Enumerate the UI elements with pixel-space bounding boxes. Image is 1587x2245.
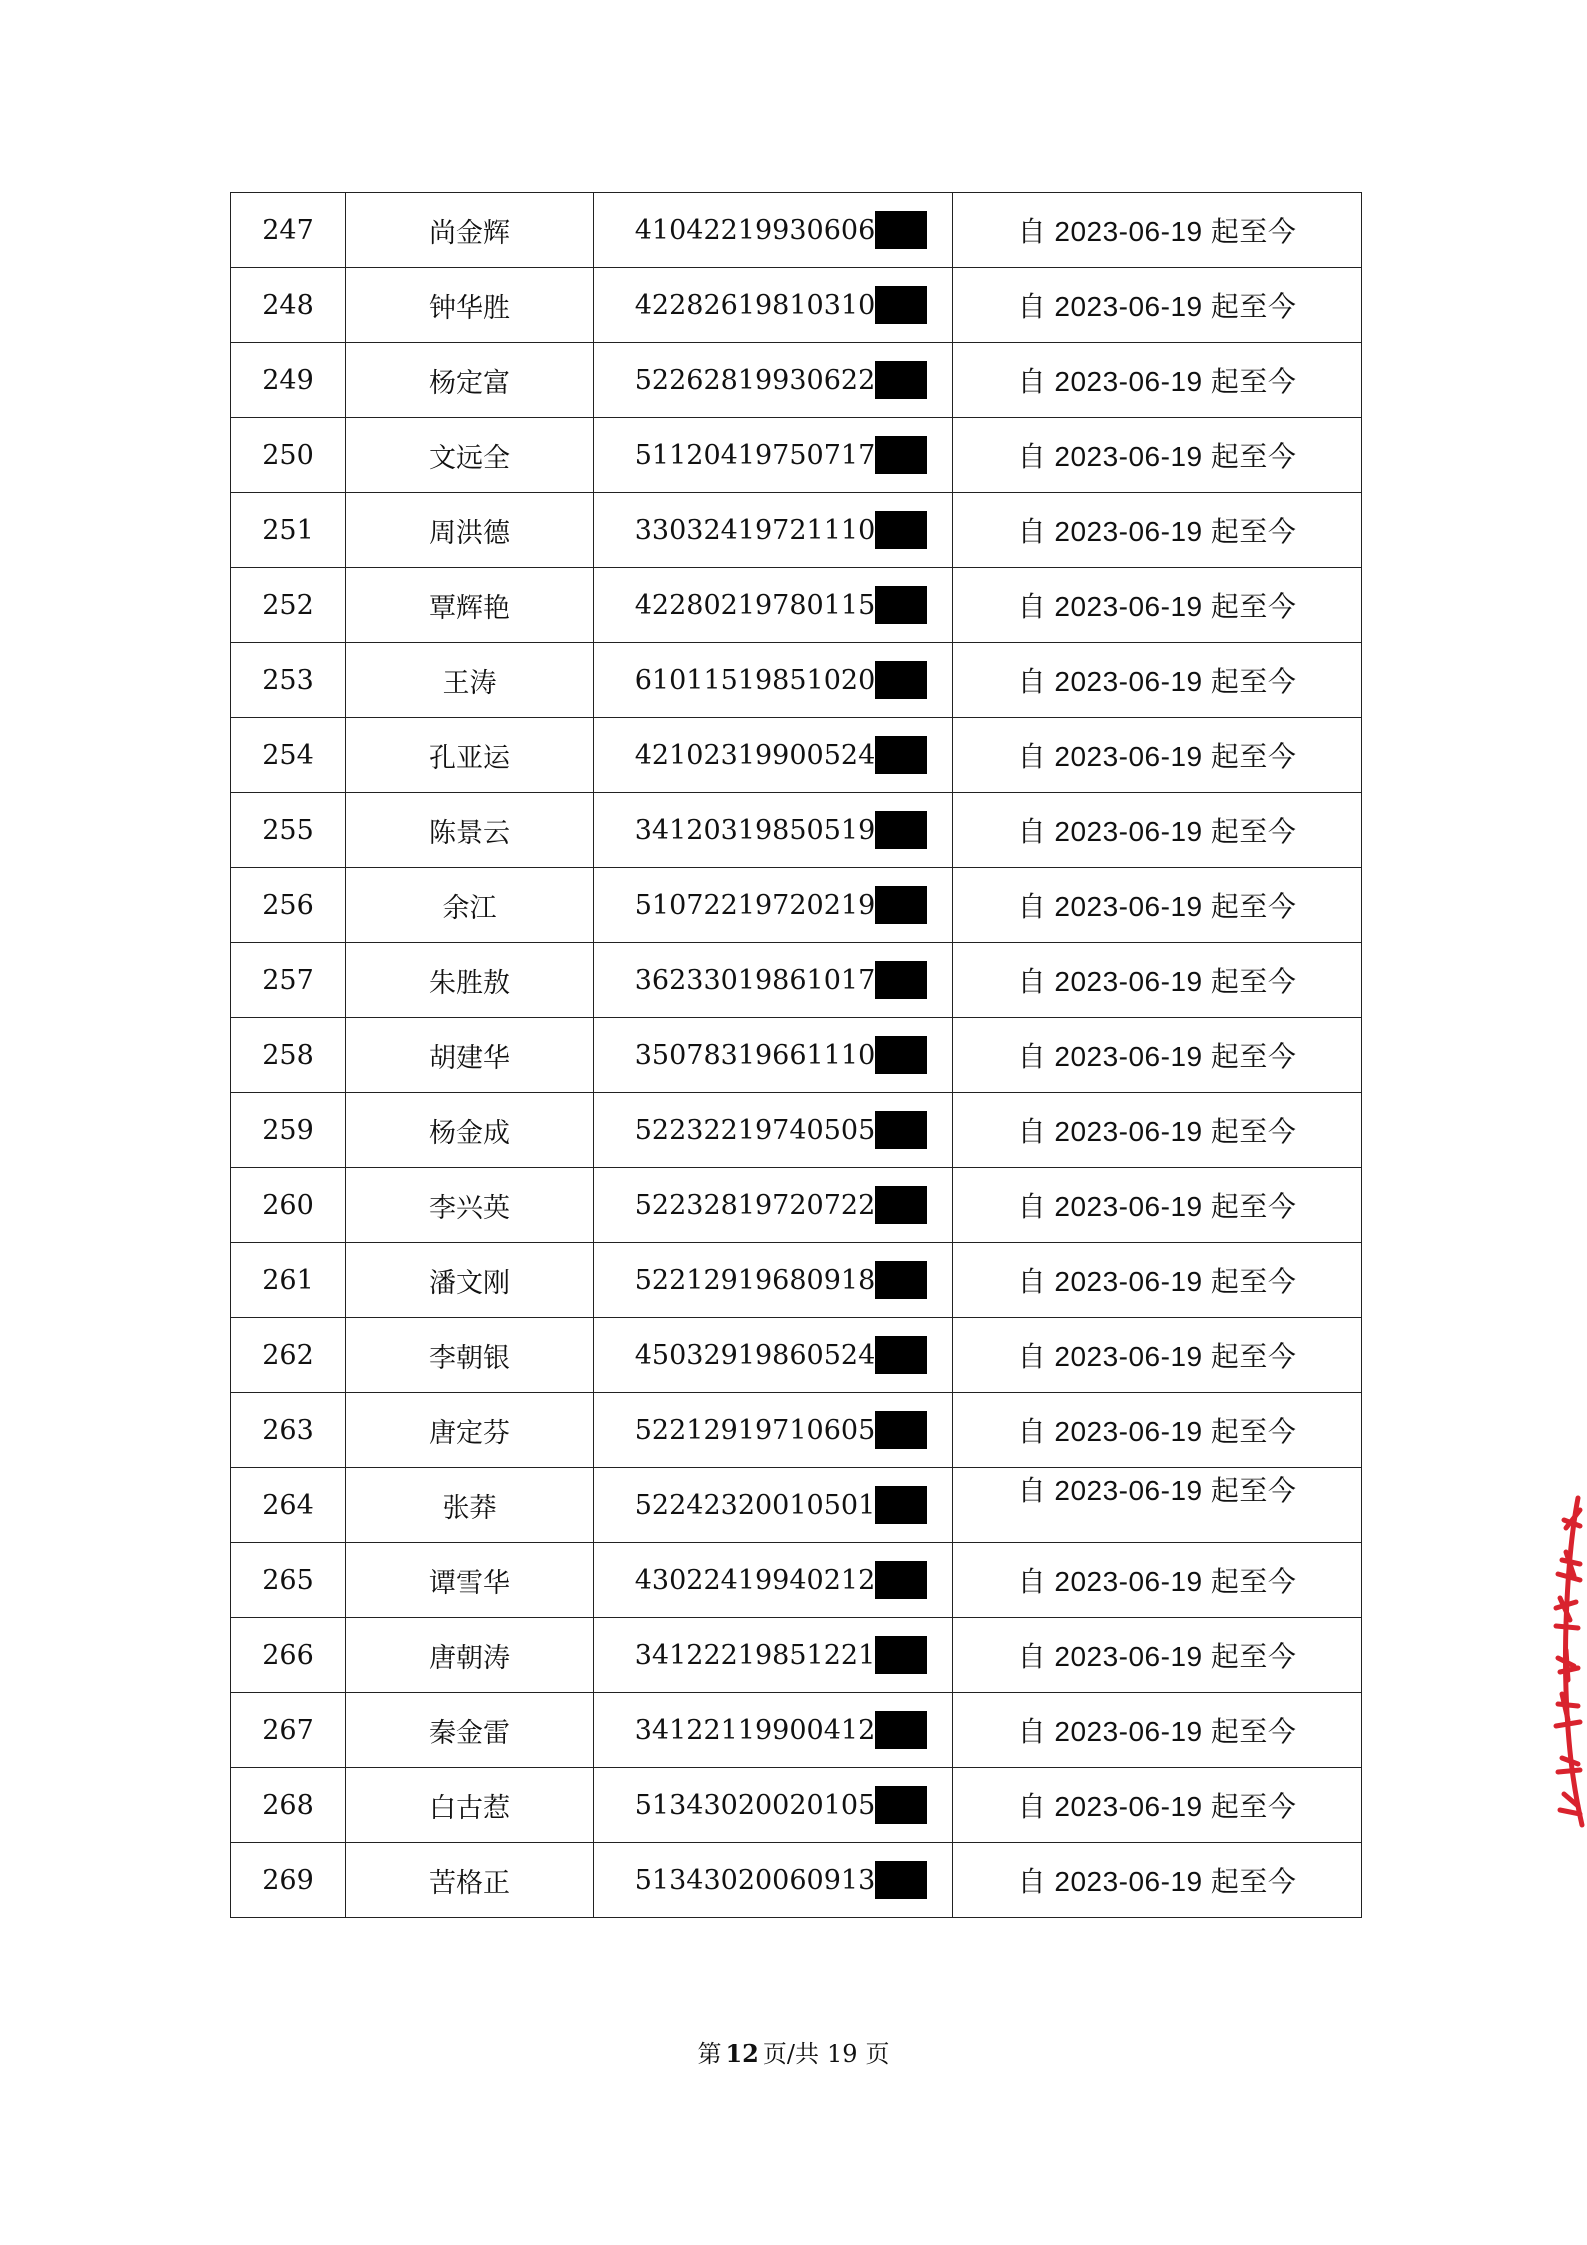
period-cell bbox=[953, 343, 1362, 418]
roster-table-body bbox=[231, 193, 1362, 1918]
footer-middle: 页/共 bbox=[762, 2040, 819, 2068]
name-cell: 朱胜敖 bbox=[346, 943, 594, 1018]
id-number-visible-part: 51120419750717 bbox=[634, 439, 876, 471]
id-number-visible-part: 34122119900412 bbox=[634, 1714, 876, 1746]
id-number-wrapper bbox=[635, 511, 928, 549]
period-cell bbox=[953, 1693, 1362, 1768]
id-number-visible-part: 52212919680918 bbox=[634, 1264, 876, 1296]
row-number-cell: 261 bbox=[231, 1243, 346, 1318]
period-text: 自 2023-06-19 起至今 bbox=[1017, 1341, 1297, 1372]
id-number-wrapper bbox=[635, 1036, 928, 1074]
id-number-cell bbox=[594, 793, 953, 868]
period-text: 自 2023-06-19 起至今 bbox=[1017, 1791, 1297, 1822]
id-number-cell bbox=[594, 418, 953, 493]
period-cell bbox=[953, 943, 1362, 1018]
id-number-cell bbox=[594, 1843, 953, 1918]
period-text: 自 2023-06-19 起至今 bbox=[1017, 291, 1297, 322]
id-number-cell bbox=[594, 718, 953, 793]
name-cell: 胡建华 bbox=[346, 1018, 594, 1093]
id-number-visible-part: 34120319850519 bbox=[634, 814, 876, 846]
name-cell: 杨金成 bbox=[346, 1093, 594, 1168]
id-number-wrapper bbox=[635, 1636, 928, 1674]
id-number-visible-part: 36233019861017 bbox=[634, 964, 876, 996]
seal-stamp-fragment bbox=[1536, 1490, 1587, 1830]
id-number-cell bbox=[594, 1468, 953, 1543]
row-number-cell: 259 bbox=[231, 1093, 346, 1168]
id-number-visible-part: 61011519851020 bbox=[634, 664, 876, 696]
table-row bbox=[231, 1768, 1362, 1843]
table-row bbox=[231, 568, 1362, 643]
name-cell: 钟华胜 bbox=[346, 268, 594, 343]
table-row bbox=[231, 193, 1362, 268]
table-row bbox=[231, 793, 1362, 868]
period-cell bbox=[953, 868, 1362, 943]
redaction-block bbox=[875, 1486, 927, 1524]
name-cell: 孔亚运 bbox=[346, 718, 594, 793]
row-number-cell: 269 bbox=[231, 1843, 346, 1918]
period-text: 自 2023-06-19 起至今 bbox=[1017, 516, 1297, 547]
period-text: 自 2023-06-19 起至今 bbox=[1017, 891, 1297, 922]
footer-total-pages: 19 bbox=[826, 2040, 858, 2068]
table-row bbox=[231, 1243, 1362, 1318]
id-number-wrapper bbox=[635, 961, 928, 999]
id-number-visible-part: 45032919860524 bbox=[634, 1339, 876, 1371]
name-cell: 张莽 bbox=[346, 1468, 594, 1543]
row-number-cell: 262 bbox=[231, 1318, 346, 1393]
period-text: 自 2023-06-19 起至今 bbox=[1017, 816, 1297, 847]
id-number-visible-part: 42282619810310 bbox=[634, 289, 876, 321]
redaction-block bbox=[875, 886, 927, 924]
page-footer bbox=[0, 2034, 1587, 2069]
redaction-block bbox=[875, 961, 927, 999]
id-number-cell bbox=[594, 193, 953, 268]
name-cell: 杨定富 bbox=[346, 343, 594, 418]
id-number-wrapper bbox=[635, 736, 928, 774]
id-number-visible-part: 52232219740505 bbox=[634, 1114, 876, 1146]
period-cell bbox=[953, 1618, 1362, 1693]
id-number-wrapper bbox=[635, 211, 928, 249]
period-text: 自 2023-06-19 起至今 bbox=[1017, 1191, 1297, 1222]
redaction-block bbox=[875, 1261, 927, 1299]
table-row bbox=[231, 1018, 1362, 1093]
period-text: 自 2023-06-19 起至今 bbox=[1017, 366, 1297, 397]
period-text: 自 2023-06-19 起至今 bbox=[1017, 1566, 1297, 1597]
period-cell bbox=[953, 418, 1362, 493]
footer-suffix: 页 bbox=[865, 2040, 890, 2068]
id-number-cell bbox=[594, 1768, 953, 1843]
table-row bbox=[231, 718, 1362, 793]
name-cell: 苦格正 bbox=[346, 1843, 594, 1918]
row-number-cell: 267 bbox=[231, 1693, 346, 1768]
row-number-cell: 264 bbox=[231, 1468, 346, 1543]
row-number-cell: 258 bbox=[231, 1018, 346, 1093]
redaction-block bbox=[875, 436, 927, 474]
id-number-visible-part: 41042219930606 bbox=[634, 214, 876, 246]
id-number-cell bbox=[594, 568, 953, 643]
table-row bbox=[231, 268, 1362, 343]
id-number-wrapper bbox=[635, 1486, 928, 1524]
table-row bbox=[231, 1468, 1362, 1543]
id-number-visible-part: 52212919710605 bbox=[634, 1414, 876, 1446]
id-number-cell bbox=[594, 943, 953, 1018]
row-number-cell: 257 bbox=[231, 943, 346, 1018]
period-text: 自 2023-06-19 起至今 bbox=[1017, 1116, 1297, 1147]
period-cell bbox=[953, 643, 1362, 718]
redaction-block bbox=[875, 1111, 927, 1149]
period-cell bbox=[953, 1018, 1362, 1093]
name-cell: 周洪德 bbox=[346, 493, 594, 568]
period-text: 自 2023-06-19 起至今 bbox=[1017, 1416, 1297, 1447]
period-cell bbox=[953, 1843, 1362, 1918]
redaction-block bbox=[875, 1036, 927, 1074]
id-number-visible-part: 42280219780115 bbox=[634, 589, 876, 621]
name-cell: 潘文刚 bbox=[346, 1243, 594, 1318]
period-text: 自 2023-06-19 起至今 bbox=[1017, 1475, 1297, 1506]
period-cell bbox=[953, 1768, 1362, 1843]
name-cell: 谭雪华 bbox=[346, 1543, 594, 1618]
id-number-wrapper bbox=[635, 1561, 928, 1599]
period-cell bbox=[953, 1243, 1362, 1318]
name-cell: 文远全 bbox=[346, 418, 594, 493]
table-row bbox=[231, 418, 1362, 493]
name-cell: 唐定芬 bbox=[346, 1393, 594, 1468]
table-row bbox=[231, 1393, 1362, 1468]
id-number-wrapper bbox=[635, 1186, 928, 1224]
table-row bbox=[231, 1318, 1362, 1393]
row-number-cell: 260 bbox=[231, 1168, 346, 1243]
name-cell: 白古惹 bbox=[346, 1768, 594, 1843]
id-number-visible-part: 52262819930622 bbox=[634, 364, 876, 396]
redaction-block bbox=[875, 361, 927, 399]
redaction-block bbox=[875, 811, 927, 849]
period-text: 自 2023-06-19 起至今 bbox=[1017, 1866, 1297, 1897]
name-cell: 李兴英 bbox=[346, 1168, 594, 1243]
id-number-wrapper bbox=[635, 1111, 928, 1149]
table-row bbox=[231, 1093, 1362, 1168]
id-number-wrapper bbox=[635, 811, 928, 849]
row-number-cell: 255 bbox=[231, 793, 346, 868]
id-number-cell bbox=[594, 268, 953, 343]
footer-prefix: 第 bbox=[697, 2040, 722, 2068]
id-number-wrapper bbox=[635, 586, 928, 624]
period-cell bbox=[953, 718, 1362, 793]
period-cell bbox=[953, 568, 1362, 643]
redaction-block bbox=[875, 511, 927, 549]
id-number-visible-part: 51343020020105 bbox=[634, 1789, 876, 1821]
row-number-cell: 252 bbox=[231, 568, 346, 643]
id-number-cell bbox=[594, 1543, 953, 1618]
footer-current-page: 12 bbox=[725, 2039, 759, 2068]
id-number-wrapper bbox=[635, 286, 928, 324]
period-cell bbox=[953, 493, 1362, 568]
period-cell bbox=[953, 1468, 1362, 1543]
id-number-wrapper bbox=[635, 886, 928, 924]
id-number-wrapper bbox=[635, 1411, 928, 1449]
id-number-cell bbox=[594, 1618, 953, 1693]
period-cell bbox=[953, 1543, 1362, 1618]
name-cell: 尚金辉 bbox=[346, 193, 594, 268]
row-number-cell: 263 bbox=[231, 1393, 346, 1468]
period-text: 自 2023-06-19 起至今 bbox=[1017, 216, 1297, 247]
id-number-visible-part: 51072219720219 bbox=[634, 889, 876, 921]
id-number-wrapper bbox=[635, 661, 928, 699]
period-text: 自 2023-06-19 起至今 bbox=[1017, 1266, 1297, 1297]
table-row bbox=[231, 868, 1362, 943]
period-text: 自 2023-06-19 起至今 bbox=[1017, 966, 1297, 997]
period-cell bbox=[953, 1093, 1362, 1168]
id-number-visible-part: 34122219851221 bbox=[634, 1639, 876, 1671]
period-text: 自 2023-06-19 起至今 bbox=[1017, 591, 1297, 622]
id-number-cell bbox=[594, 493, 953, 568]
table-row bbox=[231, 1693, 1362, 1768]
period-cell bbox=[953, 193, 1362, 268]
redaction-block bbox=[875, 661, 927, 699]
row-number-cell: 247 bbox=[231, 193, 346, 268]
id-number-visible-part: 52242320010501 bbox=[634, 1489, 876, 1521]
period-text: 自 2023-06-19 起至今 bbox=[1017, 741, 1297, 772]
row-number-cell: 254 bbox=[231, 718, 346, 793]
table-row bbox=[231, 1543, 1362, 1618]
row-number-cell: 251 bbox=[231, 493, 346, 568]
id-number-wrapper bbox=[635, 1336, 928, 1374]
name-cell: 李朝银 bbox=[346, 1318, 594, 1393]
redaction-block bbox=[875, 286, 927, 324]
id-number-wrapper bbox=[635, 436, 928, 474]
period-text: 自 2023-06-19 起至今 bbox=[1017, 441, 1297, 472]
id-number-wrapper bbox=[635, 1711, 928, 1749]
period-text: 自 2023-06-19 起至今 bbox=[1017, 1716, 1297, 1747]
id-number-wrapper bbox=[635, 1786, 928, 1824]
row-number-cell: 253 bbox=[231, 643, 346, 718]
id-number-cell bbox=[594, 643, 953, 718]
id-number-cell bbox=[594, 868, 953, 943]
id-number-visible-part: 52232819720722 bbox=[634, 1189, 876, 1221]
name-cell: 余江 bbox=[346, 868, 594, 943]
redaction-block bbox=[875, 1336, 927, 1374]
period-text: 自 2023-06-19 起至今 bbox=[1017, 1641, 1297, 1672]
name-cell: 陈景云 bbox=[346, 793, 594, 868]
table-row bbox=[231, 643, 1362, 718]
row-number-cell: 250 bbox=[231, 418, 346, 493]
id-number-visible-part: 42102319900524 bbox=[634, 739, 876, 771]
table-row bbox=[231, 493, 1362, 568]
id-number-visible-part: 35078319661110 bbox=[634, 1039, 876, 1071]
id-number-wrapper bbox=[635, 361, 928, 399]
redaction-block bbox=[875, 586, 927, 624]
redaction-block bbox=[875, 736, 927, 774]
period-cell bbox=[953, 1393, 1362, 1468]
period-cell bbox=[953, 268, 1362, 343]
row-number-cell: 249 bbox=[231, 343, 346, 418]
table-row bbox=[231, 1618, 1362, 1693]
period-cell bbox=[953, 793, 1362, 868]
redaction-block bbox=[875, 1786, 927, 1824]
id-number-wrapper bbox=[635, 1261, 928, 1299]
redaction-block bbox=[875, 1636, 927, 1674]
redaction-block bbox=[875, 211, 927, 249]
period-text: 自 2023-06-19 起至今 bbox=[1017, 666, 1297, 697]
redaction-block bbox=[875, 1411, 927, 1449]
name-cell: 唐朝涛 bbox=[346, 1618, 594, 1693]
id-number-visible-part: 43022419940212 bbox=[634, 1564, 876, 1596]
id-number-cell bbox=[594, 1093, 953, 1168]
id-number-cell bbox=[594, 1243, 953, 1318]
row-number-cell: 256 bbox=[231, 868, 346, 943]
redaction-block bbox=[875, 1186, 927, 1224]
table-row bbox=[231, 1168, 1362, 1243]
name-cell: 秦金雷 bbox=[346, 1693, 594, 1768]
name-cell: 覃辉艳 bbox=[346, 568, 594, 643]
period-cell bbox=[953, 1318, 1362, 1393]
id-number-cell bbox=[594, 1018, 953, 1093]
row-number-cell: 248 bbox=[231, 268, 346, 343]
redaction-block bbox=[875, 1561, 927, 1599]
table-row bbox=[231, 943, 1362, 1018]
id-number-wrapper bbox=[635, 1861, 928, 1899]
table-row bbox=[231, 1843, 1362, 1918]
row-number-cell: 268 bbox=[231, 1768, 346, 1843]
id-number-visible-part: 51343020060913 bbox=[634, 1864, 876, 1896]
id-number-visible-part: 33032419721110 bbox=[634, 514, 876, 546]
redaction-block bbox=[875, 1861, 927, 1899]
roster-table bbox=[230, 192, 1362, 1918]
table-row bbox=[231, 343, 1362, 418]
id-number-cell bbox=[594, 1393, 953, 1468]
id-number-cell bbox=[594, 1318, 953, 1393]
id-number-cell bbox=[594, 343, 953, 418]
redaction-block bbox=[875, 1711, 927, 1749]
row-number-cell: 266 bbox=[231, 1618, 346, 1693]
id-number-cell bbox=[594, 1168, 953, 1243]
period-cell bbox=[953, 1168, 1362, 1243]
period-text: 自 2023-06-19 起至今 bbox=[1017, 1041, 1297, 1072]
id-number-cell bbox=[594, 1693, 953, 1768]
name-cell: 王涛 bbox=[346, 643, 594, 718]
row-number-cell: 265 bbox=[231, 1543, 346, 1618]
